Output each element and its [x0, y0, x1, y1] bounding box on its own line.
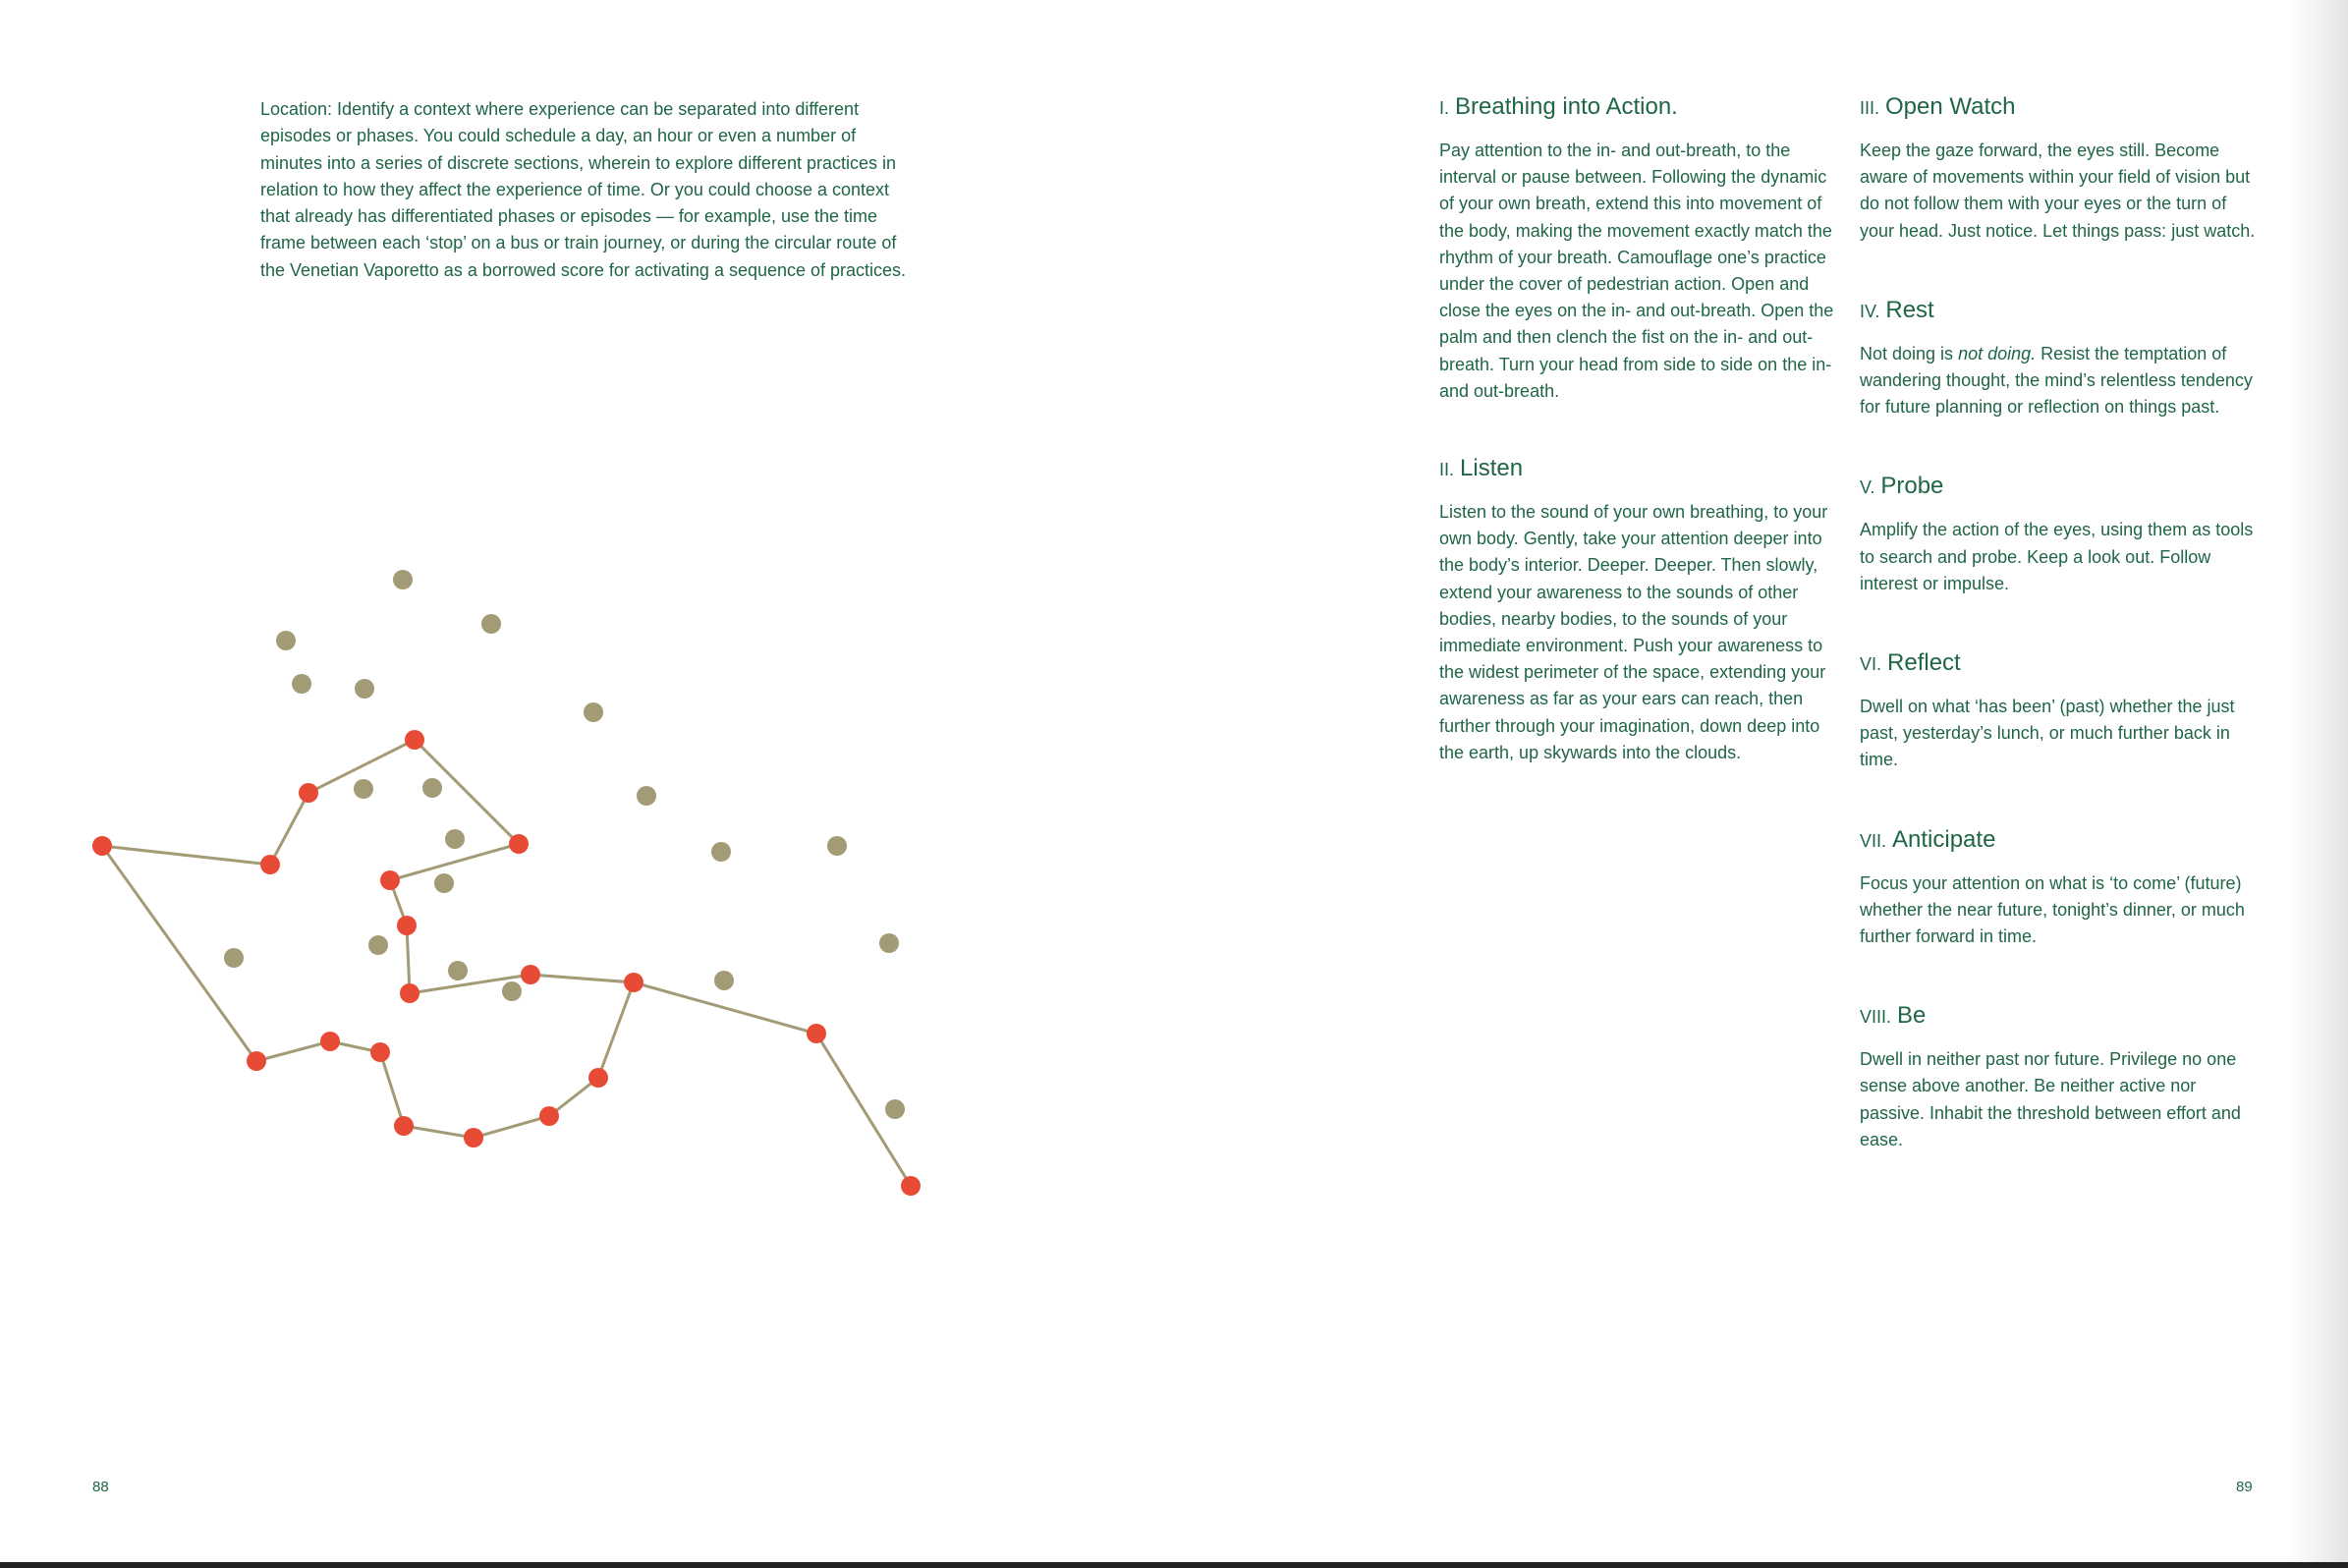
path-dot	[509, 834, 529, 854]
path-dot	[539, 1106, 559, 1126]
section-heading	[1860, 470, 2258, 504]
section-title: Probe	[1880, 473, 1944, 500]
section-title: Listen	[1460, 455, 1524, 482]
section-body	[1860, 341, 2258, 421]
dot-path-diagram	[0, 0, 982, 1277]
section-body-text: Not doing is	[1860, 343, 1959, 364]
section-body: Keep the gaze forward, the eyes still. Become aware of movements within your field of vision but do not follow them with your eyes or the turn of your head. Just notice. Let things pass: just watch.	[1860, 140, 2256, 241]
scatter-dot	[827, 836, 847, 856]
section-body: Pay attention to the in- and out-breath, to the interval or pause between. Following the dynamic of your own breath, extend this into movement of the body, making the movement exactly match the rhythm of your breath. Camouflage one’s practice under the cover of pedestrian action. Open and close the eyes on the in- and out-breath. Open the palm and then clench the fist on the in- and out-breath. Turn your head from side to side on the in- and out-breath.	[1439, 140, 1834, 401]
scatter-dot	[502, 981, 522, 1001]
section-numeral: VI.	[1860, 654, 1882, 675]
page-gutter-shadow	[2289, 0, 2348, 1562]
scatter-dot	[584, 702, 603, 722]
scatter-dot	[354, 779, 373, 799]
path-dot	[394, 1116, 414, 1136]
section-breathing-into-action	[1439, 90, 1837, 405]
section-numeral: IV.	[1860, 301, 1880, 321]
section-heading	[1860, 646, 2258, 681]
path-dot	[247, 1051, 266, 1071]
section-title: Be	[1897, 1002, 1927, 1030]
section-title: Anticipate	[1892, 825, 1996, 853]
scatter-dot	[879, 933, 899, 953]
section-heading	[1439, 90, 1837, 125]
section-anticipate	[1860, 823, 2258, 951]
path-line-branch	[102, 846, 634, 1138]
path-dot	[320, 1032, 340, 1051]
section-title: Rest	[1885, 296, 1934, 323]
bottom-edge-rule	[0, 1562, 2348, 1568]
path-dot	[807, 1024, 826, 1043]
column-left	[1439, 90, 1837, 766]
section-numeral: I.	[1439, 98, 1450, 118]
path-dot	[464, 1128, 483, 1148]
section-reflect	[1860, 646, 2258, 774]
path-dot	[397, 916, 417, 935]
scatter-dot	[276, 631, 296, 650]
section-rest	[1860, 294, 2258, 421]
section-body: Dwell on what ‘has been’ (past) whether the just past, yesterday’s lunch, or much further back in time.	[1860, 697, 2235, 770]
section-open-watch	[1860, 90, 2258, 245]
page-number-left: 88	[92, 1479, 109, 1495]
column-right	[1860, 90, 2258, 1153]
path-dot	[624, 973, 643, 992]
scatter-dot	[481, 614, 501, 634]
section-body-text: Resist the temptation of wandering thought, the mind’s relentless tendency for future planning or reflection on things past.	[1860, 343, 2253, 418]
section-heading	[1860, 90, 2258, 125]
scatter-dot	[448, 961, 468, 980]
section-body: Dwell in neither past nor future. Privilege no one sense above another. Be neither active nor passive. Inhabit the threshold between effort and ease.	[1860, 1049, 2241, 1149]
path-dot	[380, 870, 400, 890]
scatter-dot	[224, 948, 244, 968]
path-dot	[901, 1176, 921, 1196]
section-title: Open Watch	[1885, 93, 2016, 120]
section-body: Amplify the action of the eyes, using them as tools to search and probe. Keep a look out. Follow interest or impulse.	[1860, 520, 2254, 593]
section-body: Listen to the sound of your own breathing, to your own body. Gently, take your attention deeper into the body’s interior. Deeper. Deeper. Then slowly, extend your awareness to the sounds of other bodies, nearby bodies, to the sounds of your immediate environment. Push your awareness to the widest perimeter of the space, extending your awareness as far as your ears can reach, then further through your imagination, down deep into the earth, up skywards into the clouds.	[1439, 502, 1828, 762]
scatter-dot	[434, 873, 454, 893]
section-title: Breathing into Action.	[1455, 93, 1678, 120]
section-body: Focus your attention on what is ‘to come’ (future) whether the near future, tonight’s dinner, or much further forward in time.	[1860, 872, 2245, 947]
scatter-dot	[711, 842, 731, 862]
section-heading	[1860, 823, 2258, 858]
scatter-dot	[637, 786, 656, 806]
section-be	[1860, 999, 2258, 1153]
scatter-dot	[292, 674, 311, 694]
page-number-right: 89	[2236, 1479, 2253, 1495]
scatter-dot	[355, 679, 374, 699]
path-dot	[260, 855, 280, 874]
path-line-main	[102, 740, 911, 1186]
path-dot	[400, 983, 419, 1003]
scatter-dot	[885, 1099, 905, 1119]
section-numeral: III.	[1860, 98, 1880, 118]
section-listen	[1439, 452, 1837, 766]
scatter-dot	[445, 829, 465, 849]
scatter-dot	[368, 935, 388, 955]
section-numeral: II.	[1439, 460, 1455, 480]
path-dot	[370, 1042, 390, 1062]
scatter-dot	[422, 778, 442, 798]
path-dot	[92, 836, 112, 856]
section-heading	[1860, 999, 2258, 1034]
section-numeral: VII.	[1860, 830, 1887, 851]
section-body-emphasis: not doing.	[1958, 343, 2037, 364]
intro-paragraph: Location: Identify a context where experience can be separated into different episodes or phases. You could schedule a day, an hour or even a number of minutes into a series of discrete sections, wherein to explore different practices in relation to how they affect the experience of time. Or you could choose a context that already has differentiated phases or episodes — for example, use the time frame between each ‘stop’ on a bus or train journey, or during the circular route of the Venetian Vaporetto as a borrowed score for activating a sequence of practices.	[260, 99, 907, 280]
section-numeral: V.	[1860, 477, 1875, 498]
section-numeral: VIII.	[1860, 1007, 1892, 1028]
path-dot	[588, 1068, 608, 1088]
section-title: Reflect	[1887, 649, 1961, 677]
path-dot	[299, 783, 318, 803]
section-heading	[1860, 294, 2258, 328]
section-probe	[1860, 470, 2258, 597]
path-dot	[405, 730, 424, 750]
path-dot	[521, 965, 540, 984]
scatter-dot	[714, 971, 734, 990]
section-heading	[1439, 452, 1837, 486]
scatter-dot	[393, 570, 413, 589]
